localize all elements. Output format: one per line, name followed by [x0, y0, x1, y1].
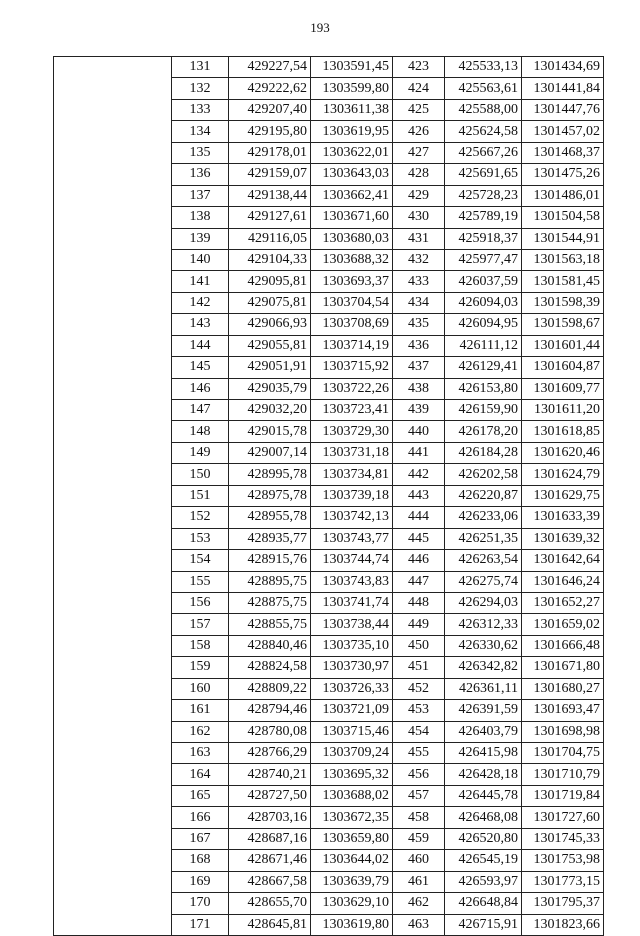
y-coordinate-right: 1301434,69 — [522, 57, 604, 78]
x-coordinate-left: 429138,44 — [229, 185, 311, 206]
x-coordinate-right: 426294,03 — [445, 592, 522, 613]
point-number-right: 439 — [393, 400, 445, 421]
y-coordinate-left: 1303695,32 — [311, 764, 393, 785]
point-number-left: 131 — [172, 57, 229, 78]
x-coordinate-left: 428766,29 — [229, 743, 311, 764]
x-coordinate-right: 426415,98 — [445, 743, 522, 764]
point-number-right: 437 — [393, 357, 445, 378]
x-coordinate-left: 428955,78 — [229, 507, 311, 528]
y-coordinate-right: 1301639,32 — [522, 528, 604, 549]
x-coordinate-right: 426220,87 — [445, 485, 522, 506]
x-coordinate-right: 426403,79 — [445, 721, 522, 742]
y-coordinate-right: 1301604,87 — [522, 357, 604, 378]
y-coordinate-left: 1303619,95 — [311, 121, 393, 142]
y-coordinate-left: 1303726,33 — [311, 678, 393, 699]
point-number-right: 442 — [393, 464, 445, 485]
x-coordinate-left: 429035,79 — [229, 378, 311, 399]
y-coordinate-right: 1301620,46 — [522, 442, 604, 463]
empty-description-cell — [54, 57, 172, 936]
y-coordinate-right: 1301727,60 — [522, 807, 604, 828]
y-coordinate-left: 1303743,77 — [311, 528, 393, 549]
point-number-left: 136 — [172, 164, 229, 185]
y-coordinate-right: 1301601,44 — [522, 335, 604, 356]
point-number-right: 457 — [393, 785, 445, 806]
y-coordinate-left: 1303680,03 — [311, 228, 393, 249]
point-number-left: 141 — [172, 271, 229, 292]
x-coordinate-right: 426648,84 — [445, 893, 522, 914]
point-number-right: 462 — [393, 893, 445, 914]
y-coordinate-right: 1301598,67 — [522, 314, 604, 335]
x-coordinate-right: 426178,20 — [445, 421, 522, 442]
point-number-right: 449 — [393, 614, 445, 635]
point-number-left: 162 — [172, 721, 229, 742]
x-coordinate-right: 426545,19 — [445, 850, 522, 871]
y-coordinate-left: 1303715,46 — [311, 721, 393, 742]
y-coordinate-left: 1303688,32 — [311, 249, 393, 270]
x-coordinate-left: 429127,61 — [229, 207, 311, 228]
page-number: 193 — [310, 20, 330, 35]
point-number-left: 154 — [172, 550, 229, 571]
point-number-left: 163 — [172, 743, 229, 764]
point-number-right: 436 — [393, 335, 445, 356]
point-number-right: 427 — [393, 142, 445, 163]
point-number-right: 463 — [393, 914, 445, 935]
point-number-left: 169 — [172, 871, 229, 892]
x-coordinate-left: 428727,50 — [229, 785, 311, 806]
y-coordinate-right: 1301611,20 — [522, 400, 604, 421]
x-coordinate-right: 426468,08 — [445, 807, 522, 828]
point-number-left: 152 — [172, 507, 229, 528]
y-coordinate-left: 1303671,60 — [311, 207, 393, 228]
x-coordinate-right: 426094,95 — [445, 314, 522, 335]
point-number-left: 143 — [172, 314, 229, 335]
x-coordinate-right: 426275,74 — [445, 571, 522, 592]
x-coordinate-left: 428667,58 — [229, 871, 311, 892]
x-coordinate-left: 429007,14 — [229, 442, 311, 463]
y-coordinate-right: 1301646,24 — [522, 571, 604, 592]
point-number-left: 164 — [172, 764, 229, 785]
y-coordinate-left: 1303599,80 — [311, 78, 393, 99]
point-number-left: 166 — [172, 807, 229, 828]
y-coordinate-right: 1301704,75 — [522, 743, 604, 764]
x-coordinate-right: 426428,18 — [445, 764, 522, 785]
x-coordinate-left: 429095,81 — [229, 271, 311, 292]
coordinates-table-body — [54, 57, 604, 936]
point-number-right: 450 — [393, 635, 445, 656]
y-coordinate-left: 1303735,10 — [311, 635, 393, 656]
x-coordinate-left: 428975,78 — [229, 485, 311, 506]
x-coordinate-left: 429075,81 — [229, 292, 311, 313]
y-coordinate-left: 1303722,26 — [311, 378, 393, 399]
y-coordinate-left: 1303739,18 — [311, 485, 393, 506]
coordinates-table-container — [53, 56, 604, 936]
point-number-left: 140 — [172, 249, 229, 270]
point-number-right: 426 — [393, 121, 445, 142]
y-coordinate-left: 1303709,24 — [311, 743, 393, 764]
y-coordinate-right: 1301659,02 — [522, 614, 604, 635]
point-number-right: 443 — [393, 485, 445, 506]
x-coordinate-left: 429015,78 — [229, 421, 311, 442]
point-number-left: 171 — [172, 914, 229, 935]
point-number-left: 145 — [172, 357, 229, 378]
x-coordinate-right: 426037,59 — [445, 271, 522, 292]
y-coordinate-left: 1303672,35 — [311, 807, 393, 828]
x-coordinate-left: 428671,46 — [229, 850, 311, 871]
y-coordinate-right: 1301581,45 — [522, 271, 604, 292]
x-coordinate-right: 425789,19 — [445, 207, 522, 228]
x-coordinate-left: 428855,75 — [229, 614, 311, 635]
point-number-right: 455 — [393, 743, 445, 764]
y-coordinate-left: 1303743,83 — [311, 571, 393, 592]
y-coordinate-right: 1301563,18 — [522, 249, 604, 270]
point-number-right: 453 — [393, 700, 445, 721]
y-coordinate-right: 1301795,37 — [522, 893, 604, 914]
point-number-right: 460 — [393, 850, 445, 871]
x-coordinate-left: 428645,81 — [229, 914, 311, 935]
x-coordinate-left: 429207,40 — [229, 99, 311, 120]
x-coordinate-left: 429195,80 — [229, 121, 311, 142]
x-coordinate-right: 425667,26 — [445, 142, 522, 163]
y-coordinate-right: 1301609,77 — [522, 378, 604, 399]
point-number-right: 429 — [393, 185, 445, 206]
y-coordinate-right: 1301457,02 — [522, 121, 604, 142]
y-coordinate-left: 1303738,44 — [311, 614, 393, 635]
y-coordinate-right: 1301693,47 — [522, 700, 604, 721]
y-coordinate-left: 1303629,10 — [311, 893, 393, 914]
y-coordinate-left: 1303744,74 — [311, 550, 393, 571]
point-number-left: 137 — [172, 185, 229, 206]
x-coordinate-left: 429032,20 — [229, 400, 311, 421]
x-coordinate-right: 426593,97 — [445, 871, 522, 892]
point-number-left: 146 — [172, 378, 229, 399]
x-coordinate-left: 429116,05 — [229, 228, 311, 249]
y-coordinate-right: 1301652,27 — [522, 592, 604, 613]
x-coordinate-right: 426312,33 — [445, 614, 522, 635]
point-number-right: 459 — [393, 828, 445, 849]
point-number-left: 138 — [172, 207, 229, 228]
point-number-left: 132 — [172, 78, 229, 99]
y-coordinate-right: 1301680,27 — [522, 678, 604, 699]
y-coordinate-left: 1303622,01 — [311, 142, 393, 163]
x-coordinate-left: 428915,76 — [229, 550, 311, 571]
x-coordinate-right: 426094,03 — [445, 292, 522, 313]
x-coordinate-right: 426159,90 — [445, 400, 522, 421]
y-coordinate-right: 1301753,98 — [522, 850, 604, 871]
x-coordinate-right: 426129,41 — [445, 357, 522, 378]
point-number-right: 454 — [393, 721, 445, 742]
point-number-right: 433 — [393, 271, 445, 292]
point-number-left: 135 — [172, 142, 229, 163]
point-number-left: 165 — [172, 785, 229, 806]
y-coordinate-right: 1301475,26 — [522, 164, 604, 185]
x-coordinate-left: 428780,08 — [229, 721, 311, 742]
y-coordinate-right: 1301486,01 — [522, 185, 604, 206]
point-number-left: 142 — [172, 292, 229, 313]
x-coordinate-right: 426251,35 — [445, 528, 522, 549]
y-coordinate-left: 1303708,69 — [311, 314, 393, 335]
point-number-right: 440 — [393, 421, 445, 442]
point-number-right: 438 — [393, 378, 445, 399]
x-coordinate-right: 426184,28 — [445, 442, 522, 463]
y-coordinate-right: 1301633,39 — [522, 507, 604, 528]
y-coordinate-left: 1303662,41 — [311, 185, 393, 206]
y-coordinate-right: 1301698,98 — [522, 721, 604, 742]
point-number-right: 444 — [393, 507, 445, 528]
table-row — [54, 57, 604, 78]
y-coordinate-left: 1303714,19 — [311, 335, 393, 356]
y-coordinate-left: 1303729,30 — [311, 421, 393, 442]
y-coordinate-right: 1301710,79 — [522, 764, 604, 785]
x-coordinate-left: 429222,62 — [229, 78, 311, 99]
x-coordinate-left: 428824,58 — [229, 657, 311, 678]
y-coordinate-right: 1301666,48 — [522, 635, 604, 656]
point-number-right: 448 — [393, 592, 445, 613]
x-coordinate-right: 425563,61 — [445, 78, 522, 99]
coordinates-table — [53, 56, 604, 936]
point-number-left: 160 — [172, 678, 229, 699]
x-coordinate-left: 429178,01 — [229, 142, 311, 163]
point-number-right: 424 — [393, 78, 445, 99]
x-coordinate-right: 426263,54 — [445, 550, 522, 571]
x-coordinate-right: 426361,11 — [445, 678, 522, 699]
x-coordinate-left: 428794,46 — [229, 700, 311, 721]
y-coordinate-left: 1303704,54 — [311, 292, 393, 313]
x-coordinate-left: 429055,81 — [229, 335, 311, 356]
point-number-left: 167 — [172, 828, 229, 849]
point-number-right: 456 — [393, 764, 445, 785]
point-number-left: 134 — [172, 121, 229, 142]
x-coordinate-right: 426202,58 — [445, 464, 522, 485]
x-coordinate-left: 428895,75 — [229, 571, 311, 592]
point-number-right: 451 — [393, 657, 445, 678]
point-number-right: 425 — [393, 99, 445, 120]
x-coordinate-right: 425728,23 — [445, 185, 522, 206]
point-number-left: 168 — [172, 850, 229, 871]
y-coordinate-left: 1303644,02 — [311, 850, 393, 871]
y-coordinate-right: 1301544,91 — [522, 228, 604, 249]
y-coordinate-left: 1303731,18 — [311, 442, 393, 463]
y-coordinate-right: 1301823,66 — [522, 914, 604, 935]
point-number-right: 428 — [393, 164, 445, 185]
x-coordinate-right: 426520,80 — [445, 828, 522, 849]
y-coordinate-left: 1303611,38 — [311, 99, 393, 120]
y-coordinate-left: 1303730,97 — [311, 657, 393, 678]
x-coordinate-right: 426391,59 — [445, 700, 522, 721]
x-coordinate-right: 425588,00 — [445, 99, 522, 120]
point-number-right: 458 — [393, 807, 445, 828]
x-coordinate-right: 425918,37 — [445, 228, 522, 249]
point-number-left: 155 — [172, 571, 229, 592]
point-number-left: 133 — [172, 99, 229, 120]
y-coordinate-left: 1303643,03 — [311, 164, 393, 185]
point-number-left: 150 — [172, 464, 229, 485]
point-number-left: 149 — [172, 442, 229, 463]
y-coordinate-left: 1303693,37 — [311, 271, 393, 292]
x-coordinate-left: 428655,70 — [229, 893, 311, 914]
y-coordinate-left: 1303715,92 — [311, 357, 393, 378]
point-number-left: 161 — [172, 700, 229, 721]
y-coordinate-right: 1301629,75 — [522, 485, 604, 506]
x-coordinate-left: 428703,16 — [229, 807, 311, 828]
x-coordinate-right: 426715,91 — [445, 914, 522, 935]
x-coordinate-right: 426111,12 — [445, 335, 522, 356]
y-coordinate-left: 1303619,80 — [311, 914, 393, 935]
point-number-right: 441 — [393, 442, 445, 463]
point-number-left: 157 — [172, 614, 229, 635]
y-coordinate-right: 1301504,58 — [522, 207, 604, 228]
x-coordinate-right: 426342,82 — [445, 657, 522, 678]
x-coordinate-left: 428840,46 — [229, 635, 311, 656]
y-coordinate-right: 1301624,79 — [522, 464, 604, 485]
y-coordinate-left: 1303742,13 — [311, 507, 393, 528]
point-number-left: 151 — [172, 485, 229, 506]
x-coordinate-left: 429104,33 — [229, 249, 311, 270]
y-coordinate-right: 1301642,64 — [522, 550, 604, 571]
point-number-left: 139 — [172, 228, 229, 249]
point-number-right: 430 — [393, 207, 445, 228]
point-number-right: 432 — [393, 249, 445, 270]
x-coordinate-left: 428875,75 — [229, 592, 311, 613]
y-coordinate-left: 1303639,79 — [311, 871, 393, 892]
y-coordinate-right: 1301671,80 — [522, 657, 604, 678]
x-coordinate-left: 429066,93 — [229, 314, 311, 335]
point-number-left: 170 — [172, 893, 229, 914]
x-coordinate-left: 428995,78 — [229, 464, 311, 485]
y-coordinate-right: 1301598,39 — [522, 292, 604, 313]
point-number-right: 434 — [393, 292, 445, 313]
point-number-right: 447 — [393, 571, 445, 592]
x-coordinate-right: 425977,47 — [445, 249, 522, 270]
y-coordinate-right: 1301719,84 — [522, 785, 604, 806]
x-coordinate-right: 426330,62 — [445, 635, 522, 656]
y-coordinate-right: 1301618,85 — [522, 421, 604, 442]
y-coordinate-right: 1301441,84 — [522, 78, 604, 99]
y-coordinate-left: 1303688,02 — [311, 785, 393, 806]
x-coordinate-left: 429227,54 — [229, 57, 311, 78]
y-coordinate-left: 1303721,09 — [311, 700, 393, 721]
x-coordinate-left: 428687,16 — [229, 828, 311, 849]
x-coordinate-right: 426445,78 — [445, 785, 522, 806]
point-number-left: 148 — [172, 421, 229, 442]
y-coordinate-right: 1301773,15 — [522, 871, 604, 892]
y-coordinate-left: 1303723,41 — [311, 400, 393, 421]
x-coordinate-right: 426153,80 — [445, 378, 522, 399]
point-number-right: 431 — [393, 228, 445, 249]
y-coordinate-left: 1303741,74 — [311, 592, 393, 613]
y-coordinate-left: 1303734,81 — [311, 464, 393, 485]
y-coordinate-right: 1301447,76 — [522, 99, 604, 120]
x-coordinate-left: 429051,91 — [229, 357, 311, 378]
y-coordinate-right: 1301745,33 — [522, 828, 604, 849]
x-coordinate-left: 428740,21 — [229, 764, 311, 785]
y-coordinate-left: 1303659,80 — [311, 828, 393, 849]
point-number-left: 158 — [172, 635, 229, 656]
x-coordinate-left: 429159,07 — [229, 164, 311, 185]
point-number-right: 423 — [393, 57, 445, 78]
point-number-left: 156 — [172, 592, 229, 613]
point-number-right: 446 — [393, 550, 445, 571]
x-coordinate-left: 428809,22 — [229, 678, 311, 699]
point-number-left: 147 — [172, 400, 229, 421]
point-number-right: 435 — [393, 314, 445, 335]
point-number-left: 153 — [172, 528, 229, 549]
point-number-right: 461 — [393, 871, 445, 892]
y-coordinate-right: 1301468,37 — [522, 142, 604, 163]
point-number-left: 144 — [172, 335, 229, 356]
x-coordinate-left: 428935,77 — [229, 528, 311, 549]
y-coordinate-left: 1303591,45 — [311, 57, 393, 78]
point-number-left: 159 — [172, 657, 229, 678]
point-number-right: 445 — [393, 528, 445, 549]
x-coordinate-right: 425533,13 — [445, 57, 522, 78]
x-coordinate-right: 425624,58 — [445, 121, 522, 142]
x-coordinate-right: 425691,65 — [445, 164, 522, 185]
x-coordinate-right: 426233,06 — [445, 507, 522, 528]
point-number-right: 452 — [393, 678, 445, 699]
